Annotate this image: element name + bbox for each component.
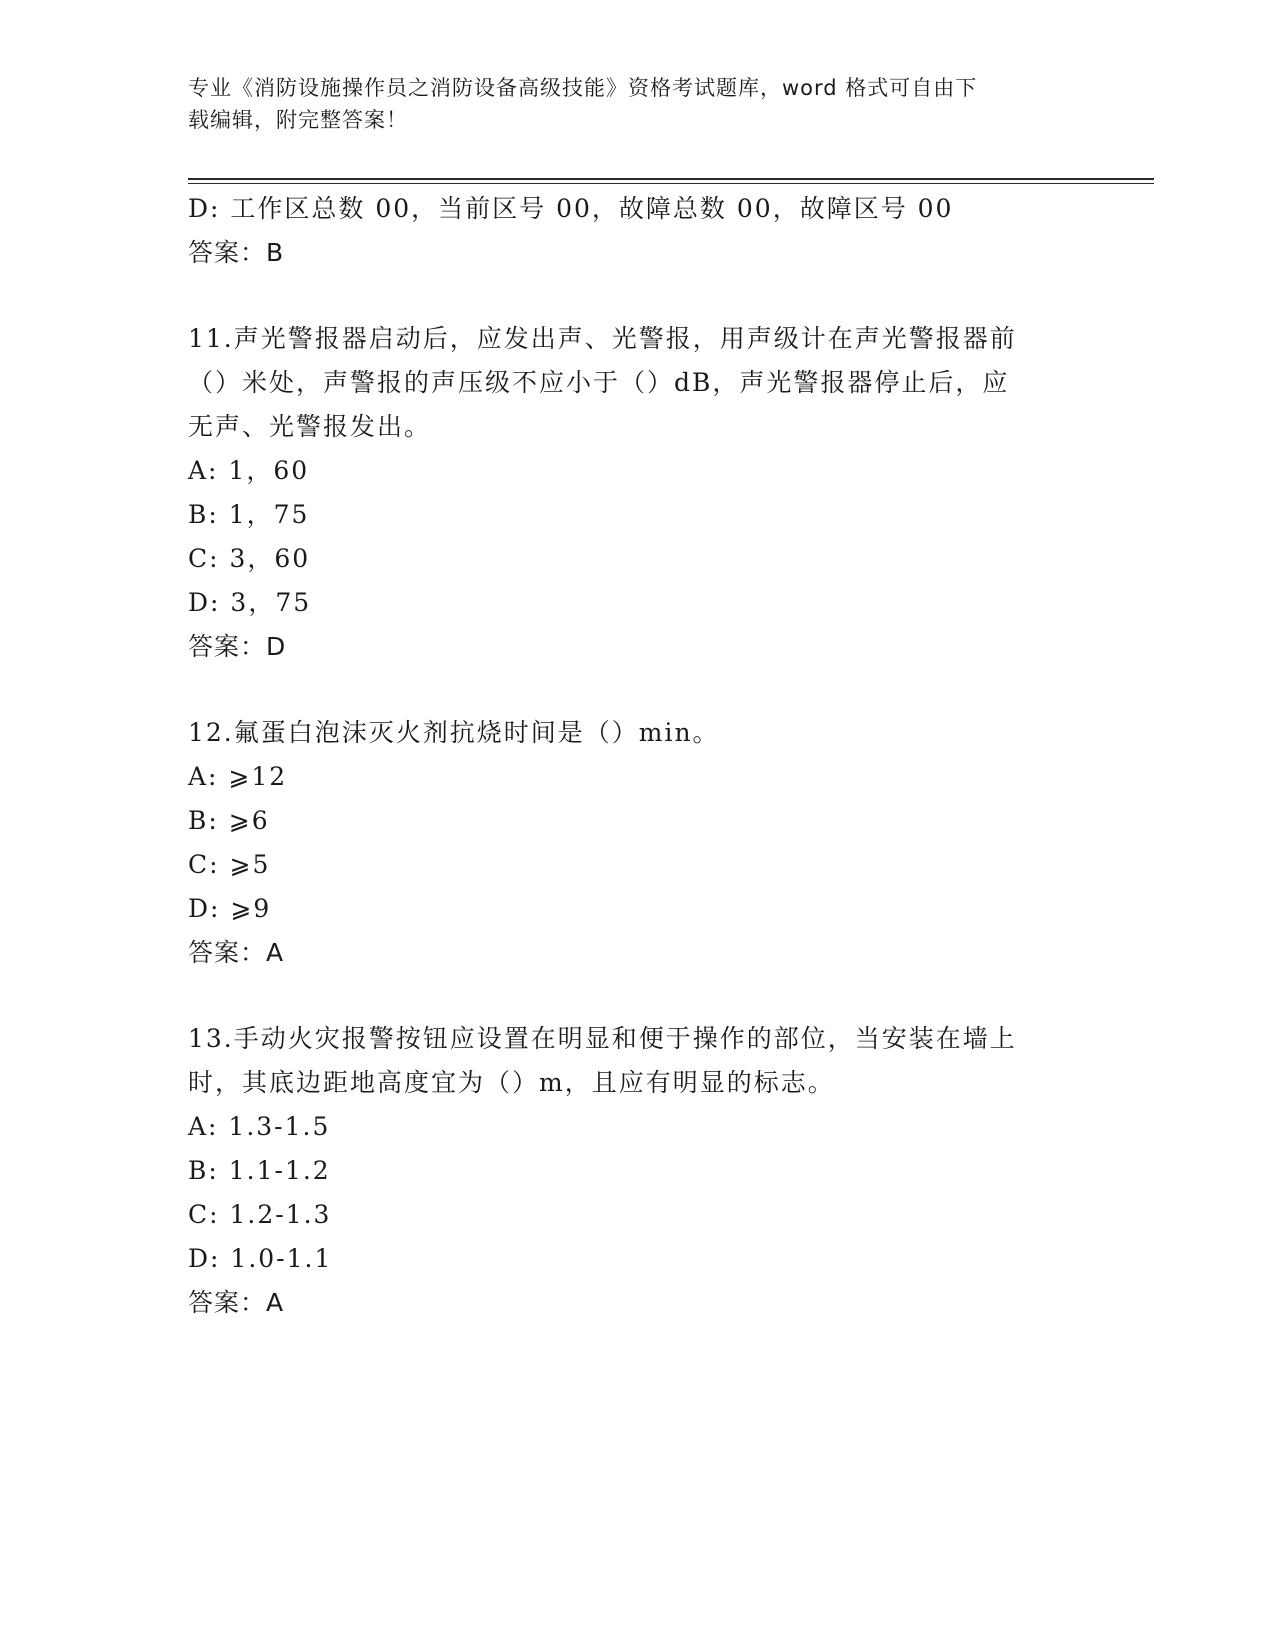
question-13-answer: 答案：A (188, 1288, 285, 1317)
question-11-option-d: D: 3，75 (188, 588, 312, 617)
question-11-line-1: 11.声光警报器启动后，应发出声、光警报，用声级计在声光警报器前 (188, 324, 1017, 353)
question-11-option-a: A: 1，60 (188, 456, 310, 485)
question-13-line-1: 13.手动火灾报警按钮应设置在明显和便于操作的部位，当安装在墙上 (188, 1024, 1017, 1053)
header-line-1: 专业《消防设施操作员之消防设备高级技能》资格考试题库，word 格式可自由下 (188, 76, 978, 100)
question-11-line-2: （）米处，声警报的声压级不应小于（）dB，声光警报器停止后，应 (188, 368, 1010, 397)
question-13-option-b: B: 1.1-1.2 (188, 1156, 331, 1185)
question-12-option-b: B: ⩾6 (188, 806, 270, 835)
question-12-option-c: C: ⩾5 (188, 850, 271, 879)
question-11-line-3: 无声、光警报发出。 (188, 412, 432, 441)
question-12-answer: 答案：A (188, 938, 285, 967)
question-13-option-d: D: 1.0-1.1 (188, 1244, 333, 1273)
question-11-option-c: C: 3，60 (188, 544, 311, 573)
question-13-option-c: C: 1.2-1.3 (188, 1200, 332, 1229)
prev-option-d: D: 工作区总数 00，当前区号 00，故障总数 00，故障区号 00 (188, 194, 954, 223)
question-12-option-a: A: ⩾12 (188, 762, 288, 791)
question-12-line-1: 12.氟蛋白泡沫灭火剂抗烧时间是（）min。 (188, 718, 720, 747)
header-line-2: 载编辑，附完整答案！ (188, 108, 408, 132)
question-12-option-d: D: ⩾9 (188, 894, 272, 923)
document-header (188, 72, 1088, 136)
question-11-answer: 答案：D (188, 632, 287, 661)
header-rule (188, 178, 1154, 180)
question-13-line-2: 时，其底边距地高度宜为（）m，且应有明显的标志。 (188, 1068, 835, 1097)
header-rule-thin (188, 183, 1154, 184)
question-13-option-a: A: 1.3-1.5 (188, 1112, 331, 1141)
question-11-option-b: B: 1，75 (188, 500, 310, 529)
prev-answer: 答案：B (188, 238, 285, 267)
